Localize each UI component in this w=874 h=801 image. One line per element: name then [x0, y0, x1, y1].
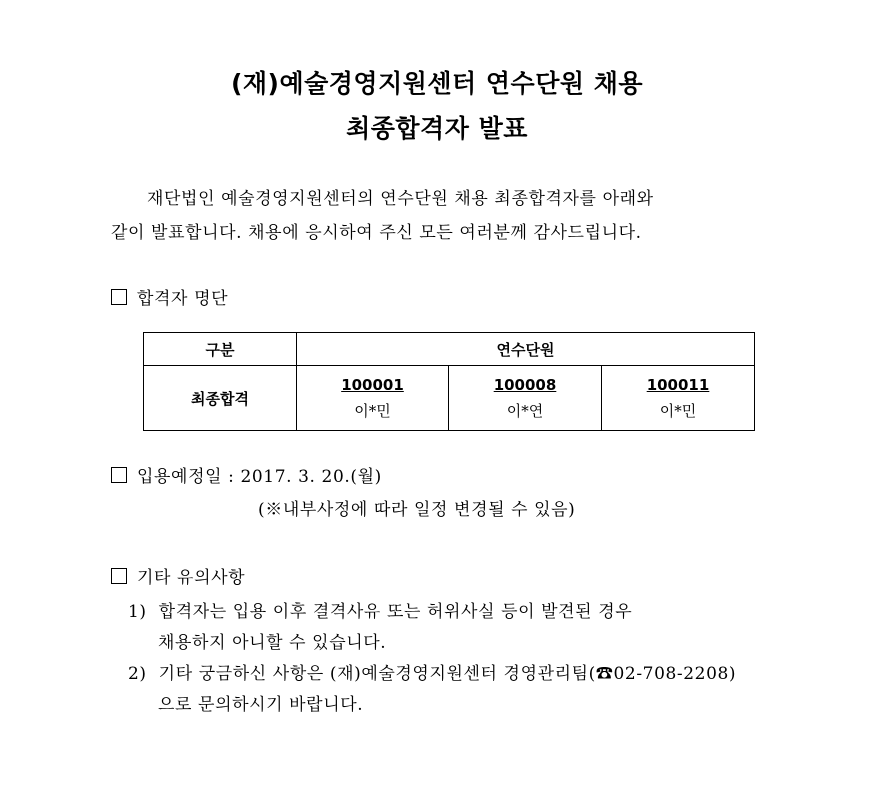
checkbox-square-icon [111, 467, 127, 483]
document-title-line1: (재)예술경영지원센터 연수단원 채용 [230, 69, 643, 98]
note-item-text: 합격자는 입용 이후 결격사유 또는 허위사실 등이 발견된 경우 [158, 602, 633, 622]
note-item-text: 기타 궁금하신 사항은 (재)예술경영지원센터 경영관리팀(☎02-708-2208) [158, 664, 737, 684]
applicant-name: 이*민 [659, 401, 697, 420]
intro-text-line1: 재단법인 예술경영지원센터의 연수단원 채용 최종합격자를 아래와 [147, 189, 654, 209]
checkbox-square-icon [111, 289, 127, 305]
applicant-number: 100001 [341, 375, 404, 394]
table-cell-entry-1 [297, 366, 449, 431]
note-item-marker: 2) [128, 664, 147, 684]
table-cell-entry-2 [449, 366, 602, 431]
document-title-line2: 최종합격자 발표 [346, 114, 528, 143]
applicant-name: 이*민 [354, 401, 391, 420]
note-item-1-line2: 채용하지 아니할 수 있습니다. [158, 633, 387, 653]
section-start-heading-text: 입용예정일 : 2017. 3. 20.(월) [137, 467, 382, 487]
section-notes-heading [111, 563, 245, 588]
table-header-category: 구분 [144, 333, 297, 366]
section-results-heading [111, 284, 228, 309]
table-cell-entry-3 [602, 366, 755, 431]
table-row-label: 최종합격 [144, 366, 297, 431]
table-header-group: 연수단원 [297, 333, 755, 366]
schedule-change-note: (※내부사정에 따라 일정 변경될 수 있음) [258, 500, 576, 520]
note-item-marker: 1) [128, 602, 147, 622]
note-item-2-line2: 으로 문의하시기 바랍니다. [158, 695, 364, 715]
section-notes-heading-text: 기타 유의사항 [137, 568, 246, 588]
intro-text-line2: 같이 발표합니다. 채용에 응시하여 주신 모든 여러분께 감사드립니다. [111, 223, 642, 243]
section-results-heading-text: 합격자 명단 [137, 289, 229, 309]
applicant-name: 이*연 [506, 401, 544, 420]
table-header-row [144, 333, 755, 366]
results-table [143, 332, 755, 431]
note-item-2-line1 [128, 659, 736, 684]
checkbox-square-icon [111, 568, 127, 584]
applicant-number: 100011 [646, 375, 710, 394]
section-start-heading [111, 462, 382, 487]
note-item-1-line1 [128, 597, 632, 622]
applicant-number: 100008 [493, 375, 557, 394]
table-row [144, 366, 755, 431]
